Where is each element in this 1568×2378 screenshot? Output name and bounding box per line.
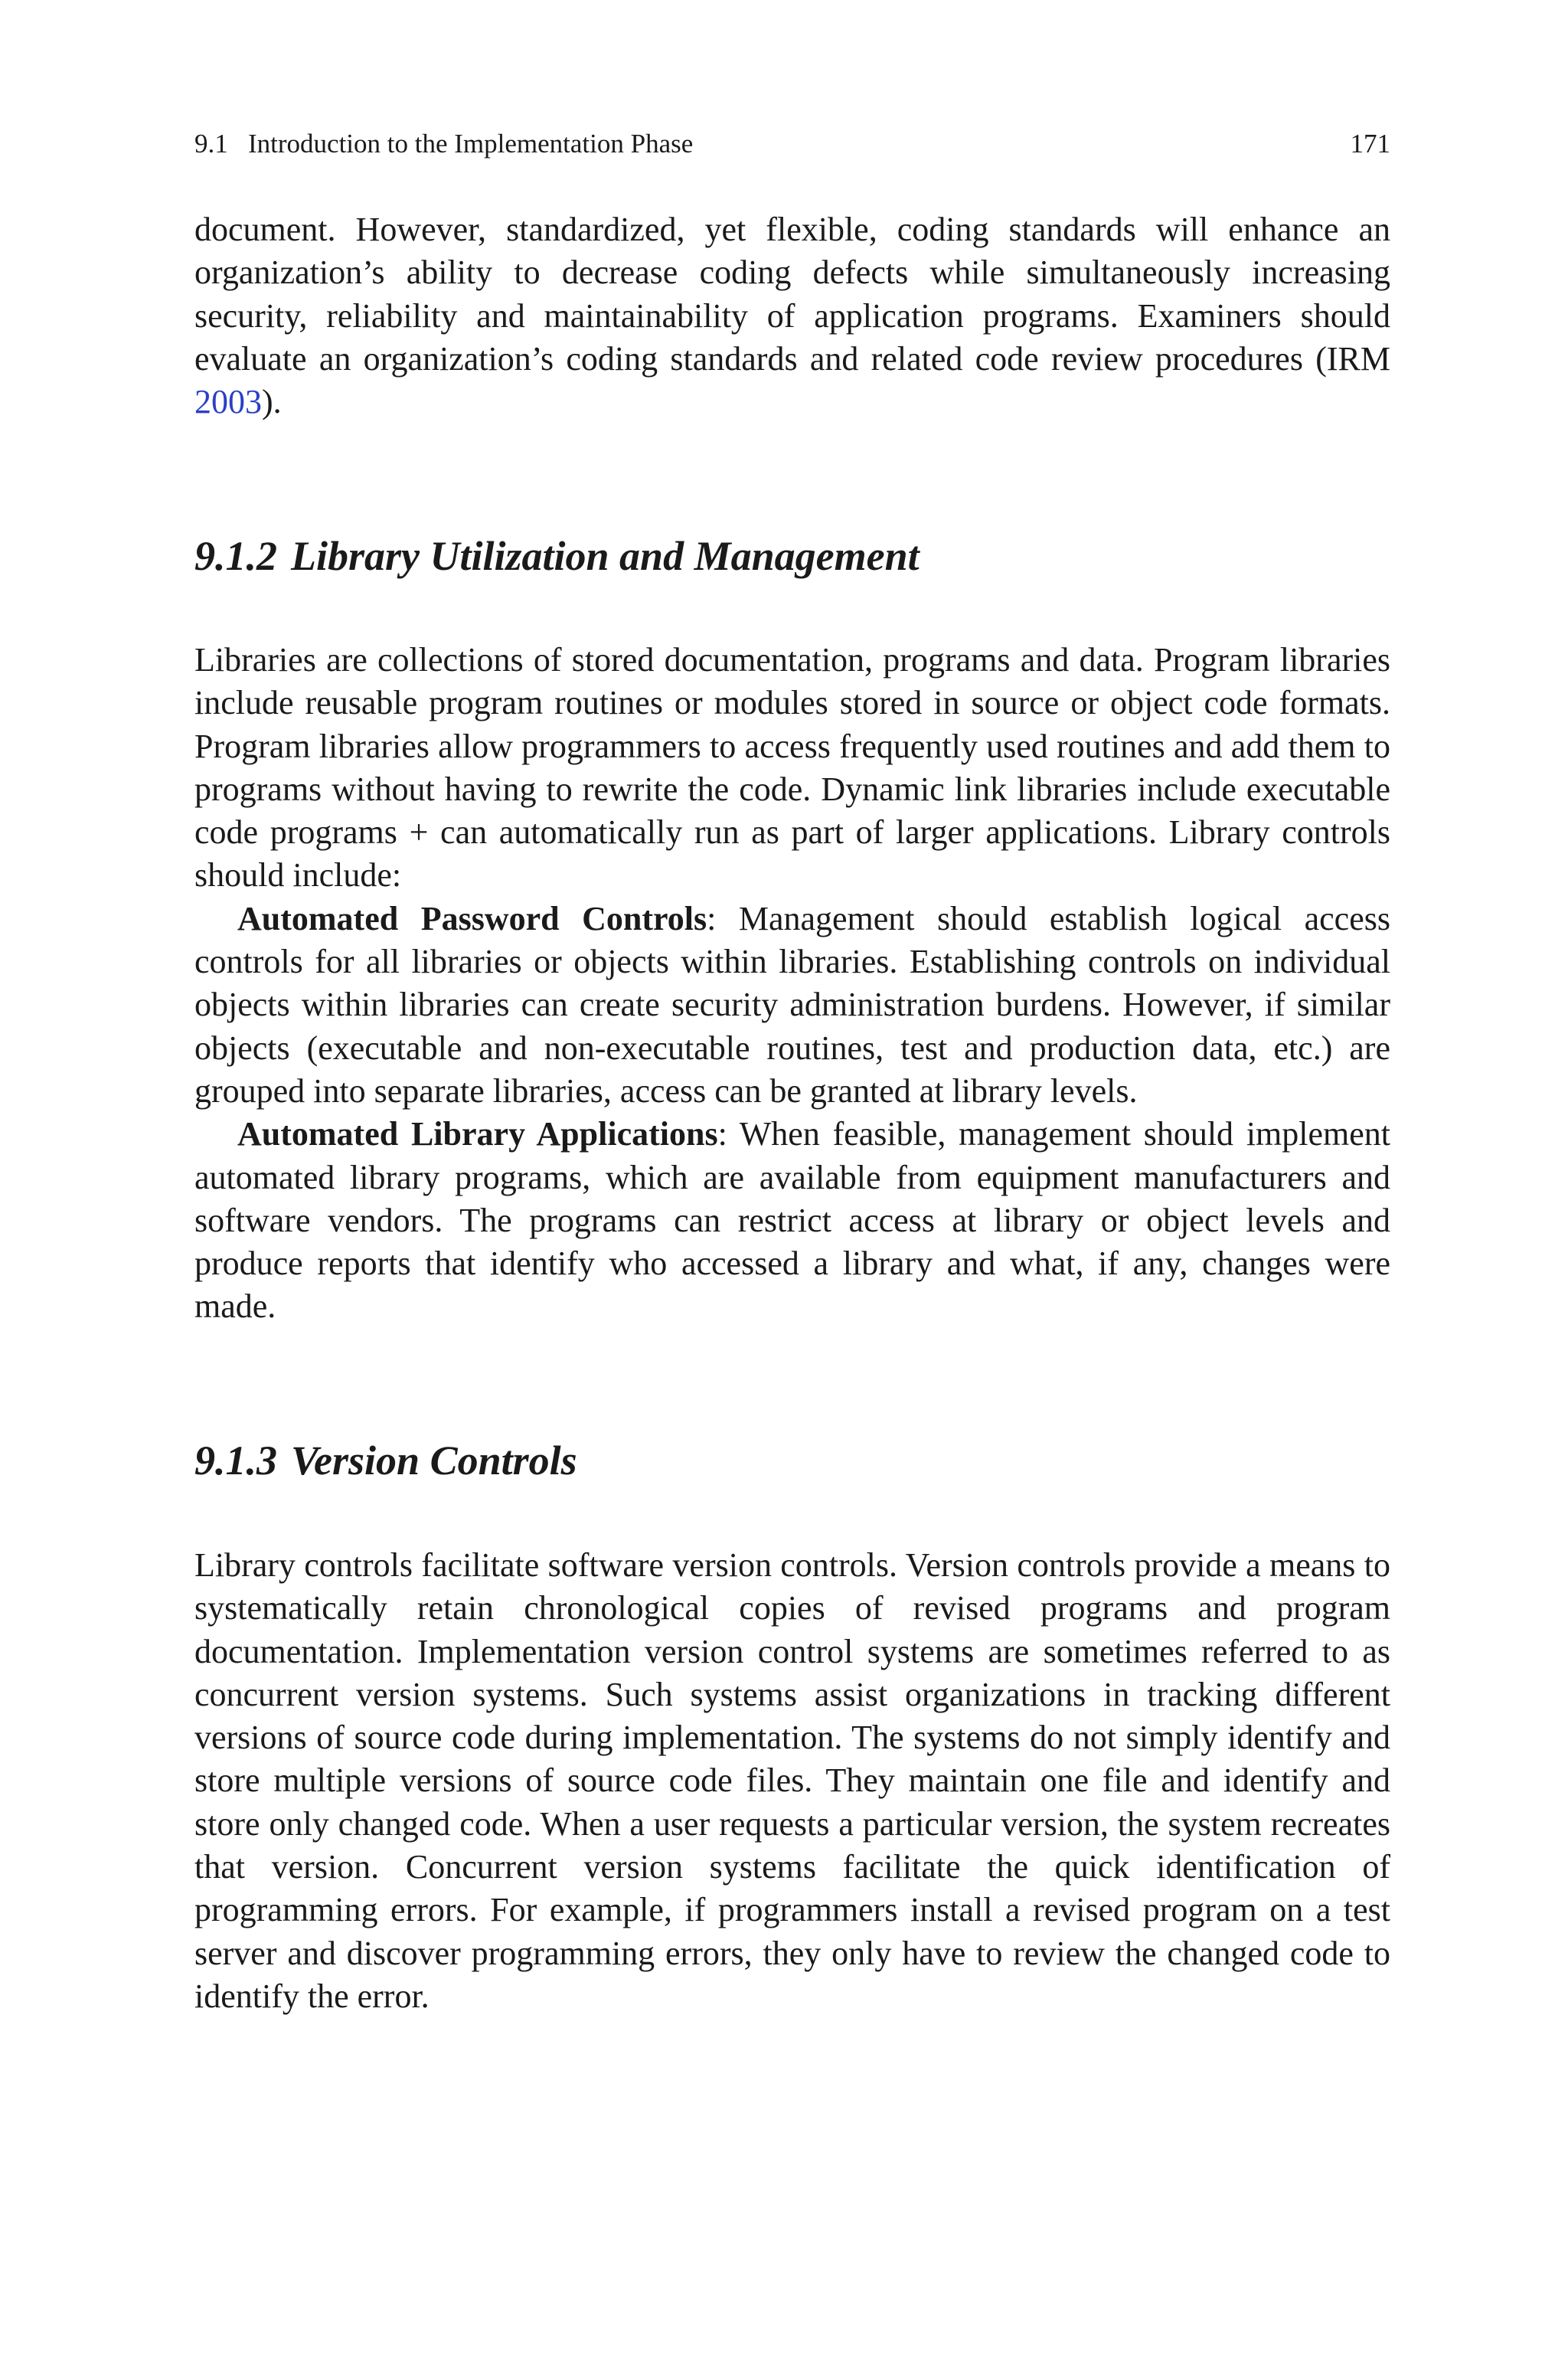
- run-in-heading: Automated Password Controls: [237, 899, 707, 937]
- body-paragraph: Library controls facilitate software version controls. Version controls provide a means to systematically retain chronological copies of revised programs and program documentation. Implementation version control systems are sometimes referred to as concurrent version systems. Such systems assist organizations in tracking different versions of source code during implementation. The systems do not simply identify and store multiple versions of source code files. They maintain one file and identify and store only changed code. When a user requests a particular version, the system recreates that version. Concurrent version systems facilitate the quick identification of programming errors. For example, if programmers install a revised program on a test server and discover programming errors, they only have to review the changed code to identify the error.: [194, 1546, 1390, 2015]
- section-title: Version Controls: [291, 1438, 577, 1483]
- intro-text-end: ).: [262, 383, 282, 421]
- running-head: [194, 127, 1390, 161]
- section-body-9-1-2: [194, 639, 1390, 1329]
- section-heading-9-1-2: [194, 531, 920, 581]
- section-number: 9.1.2: [194, 533, 277, 579]
- body-paragraph-password-controls: [194, 898, 1390, 1113]
- section-number: 9.1.3: [194, 1438, 277, 1483]
- body-text: : When feasible, management should implement automated library programs, which are available from equipment manufacturers and software vendors. The programs can restrict access at library or object levels and produce reports that identify who accessed a library and what, if any, changes were made.: [194, 1115, 1391, 1326]
- running-head-section: 9.1 Introduction to the Implementation Phase: [194, 129, 694, 159]
- body-paragraph-library-applications: [194, 1113, 1390, 1328]
- section-title: Library Utilization and Management: [291, 533, 920, 579]
- body-paragraph: Libraries are collections of stored documentation, programs and data. Program libraries include reusable program routines or modules stored in source or object code formats. Program libraries allow programmers to access frequently used routines and add them to programs without having to rewrite the code. Dynamic link libraries include executable code programs + can automatically run as part of larger applications. Library controls should include:: [194, 641, 1390, 895]
- page-number: 171: [1350, 129, 1390, 159]
- intro-paragraph-block: [194, 208, 1390, 424]
- body-text: : Management should establish logical access controls for all libraries or objects within libraries. Establishing controls on individual objects within libraries can create security administration burdens. However, if similar objects (executable and non-executable routines, test and production data, etc.) are grouped into separate libraries, access can be granted at library levels.: [194, 899, 1390, 1110]
- section-body-9-1-3: [194, 1544, 1390, 2018]
- intro-paragraph: [194, 208, 1390, 424]
- section-heading-9-1-3: [194, 1435, 577, 1486]
- intro-text: document. However, standardized, yet flexible, coding standards will enhance an organization’s ability to decrease coding defects while simultaneously increasing security, reliability and maintainability of application programs. Examiners should evaluate an organization’s coding standards and related code review procedures (IRM: [194, 211, 1390, 378]
- run-in-heading: Automated Library Applications: [237, 1115, 718, 1153]
- citation-link-2003[interactable]: 2003: [194, 383, 262, 421]
